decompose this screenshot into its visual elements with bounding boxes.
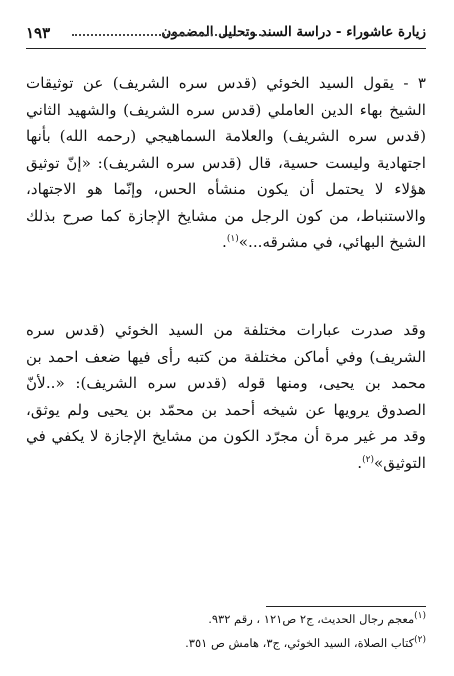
footnote-separator bbox=[266, 606, 426, 607]
footnote-2 bbox=[185, 636, 426, 650]
paragraph-1: ٣ - يقول السيد الخوئي (قدس سره الشريف) عن توثيقات الشيخ بهاء الدين العاملي (قدس سره الشريف) والشهيد الثاني (قدس سره الشريف) والعلامة السماهيجي (رحمه الله) بأنها اجتهادية وليست حسية، قال (قدس سره الشريف): «إنّ توثيق هؤلاء لا يحتمل أن يكون منشأه الحس، وإنّما هو الاجتهاد، والاستنباط، من كون الرجل من مشايخ الإجازة كما صرح بذلك الشيخ البهائي، في مشرقه...»$^{(١)}$. bbox=[26, 74, 426, 251]
footnote-1-text: معجم رجال الحديث، ج٢ ص١٢١ ، رقم ٩٣٢. bbox=[208, 612, 415, 626]
paragraph-2-text: وقد صدرت عبارات مختلفة من السيد الخوئي (قدس سره الشريف) وفي أماكن مختلفة من كتبه رأى فيها ضعف احمد بن محمد بن يحيى، ومنها قوله (قدس سره الشريف): «..لأنّ الصدوق يرويها عن شيخه أحمد بن محمّد بن يحيى ولم يوثق، وقد مر غير مرة أن مجرّد الكون من مشايخ الإجازة لا يكفي في التوثيق» bbox=[26, 321, 426, 472]
paragraph-2: وقد صدرت عبارات مختلفة من السيد الخوئي (قدس سره الشريف) وفي أماكن مختلفة من كتبه رأى فيها ضعف احمد بن محمد بن يحيى، ومنها قوله (قدس سره الشريف): «..لأنّ الصدوق يرويها عن شيخه أحمد بن محمّد بن يحيى ولم يوثق، وقد مر غير مرة أن مجرّد الكون من مشايخ الإجازة لا يكفي في التوثيق»$^{(٢)}$. bbox=[26, 321, 426, 472]
footnote-ref-1: (١) bbox=[226, 233, 239, 244]
footnote-1 bbox=[208, 612, 426, 626]
page-number: ١٩٣ bbox=[26, 24, 51, 42]
header-dot-leader bbox=[72, 34, 268, 36]
paragraph-1-text: ٣ - يقول السيد الخوئي (قدس سره الشريف) عن توثيقات الشيخ بهاء الدين العاملي (قدس سره الشريف) والشهيد الثاني (قدس سره الشريف) والعلامة السماهيجي (رحمه الله) بأنها اجتهادية وليست حسية، قال (قدس سره الشريف): «إنّ توثيق هؤلاء لا يحتمل أن يكون منشأه الحس، وإنّما هو الاجتهاد، والاستنباط، من كون الرجل من مشايخ الإجازة كما صرح بذلك الشيخ البهائي، في مشرقه...» bbox=[26, 74, 426, 251]
footnote-ref-2: (٢) bbox=[362, 454, 374, 465]
footnote-2-marker: (٢) bbox=[414, 635, 426, 646]
footnote-2-text: كتاب الصلاة، السيد الخوئي، ج٣، هامش ص ٣٥١. bbox=[185, 636, 415, 650]
running-header bbox=[26, 22, 426, 49]
footnote-1-marker: (١) bbox=[414, 611, 426, 622]
header-title: زيارة عاشوراء - دراسة السند وتحليل المضمون bbox=[161, 24, 426, 40]
